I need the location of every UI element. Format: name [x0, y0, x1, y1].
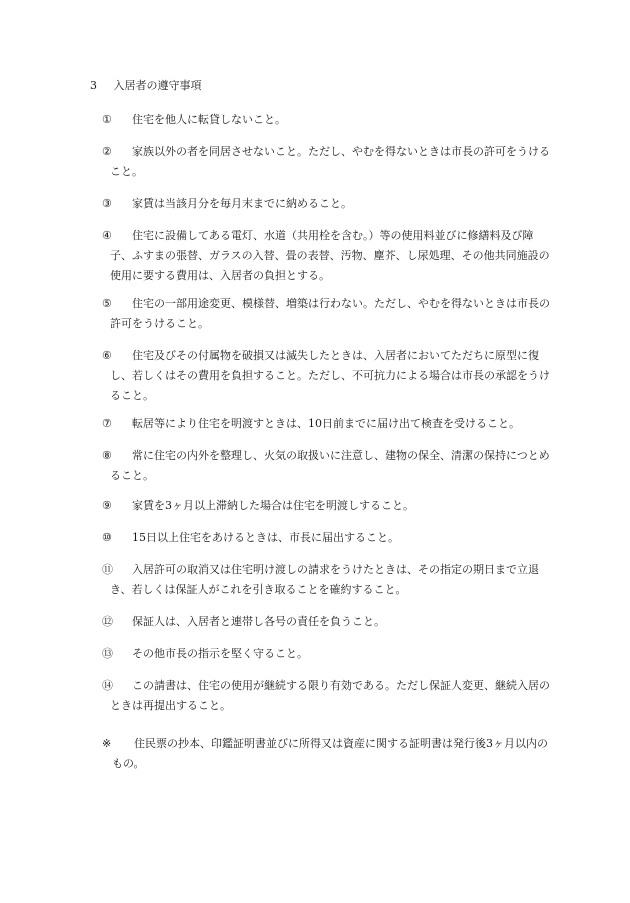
- rule-marker: ⑦: [102, 417, 112, 430]
- rule-item-11: [102, 560, 554, 600]
- rule-text: 常に住宅の内外を整理し、火気の取扱いに注意し、建物の保全、清潔の保持につとめること。: [110, 449, 550, 482]
- rule-item-9: [102, 496, 554, 516]
- section-title: 入居者の遵守事項: [113, 79, 202, 92]
- rule-marker: ⑥: [102, 349, 112, 362]
- section-heading: [90, 78, 202, 94]
- rule-text: 保証人は、入居者と連帯し各号の責任を負うこと。: [132, 615, 385, 628]
- rule-item-12: [102, 612, 554, 632]
- rule-text: 家賃を3ヶ月以上滞納した場合は住宅を明渡しすること。: [132, 499, 414, 512]
- rule-marker: ⑬: [102, 647, 113, 660]
- rule-marker: ⑫: [102, 615, 113, 628]
- rule-item-10: [102, 528, 554, 548]
- rule-text: 転居等により住宅を明渡すときは、10日前までに届け出て検査を受けること。: [132, 417, 520, 430]
- rule-marker: ⑩: [102, 531, 112, 544]
- rule-marker: ③: [102, 197, 112, 210]
- note-item: [102, 734, 554, 774]
- rule-marker: ⑤: [102, 297, 112, 310]
- rule-marker: ⑪: [102, 563, 113, 576]
- rule-item-8: [102, 446, 554, 486]
- rule-marker: ⑧: [102, 449, 112, 462]
- rule-item-6: [102, 346, 554, 406]
- rule-item-4: [102, 226, 554, 286]
- rule-text: その他市長の指示を堅く守ること。: [132, 647, 308, 660]
- rule-item-14: [102, 676, 554, 716]
- rule-text: 家族以外の者を同居させないこと。ただし、やむを得ないときは市長の許可をうけること。: [110, 145, 550, 178]
- rule-text: 住宅に設備してある電灯、水道（共用栓を含む。）等の使用料並びに修繕料及び障子、ふすまの張替、ガラスの入替、畳の表替、汚物、塵芥、し尿処理、その他共同施設の使用に要する費用は、入居者の負担とする。: [110, 229, 550, 282]
- rule-text: 住宅を他人に転貸しないこと。: [132, 113, 286, 126]
- note-text: 住民票の抄本、印鑑証明書並びに所得又は資産に関する証明書は発行後3ヶ月以内のもの。: [112, 737, 548, 770]
- rule-item-5: [102, 294, 554, 334]
- rule-text: 15日以上住宅をあけるときは、市長に届出すること。: [132, 531, 399, 544]
- rule-marker: ⑭: [102, 679, 113, 692]
- note-marker: ※: [102, 737, 112, 750]
- rule-marker: ②: [102, 145, 112, 158]
- rule-item-2: [102, 142, 554, 182]
- rule-item-3: [102, 194, 554, 214]
- rule-text: 家賃は当該月分を毎月末までに納めること。: [132, 197, 352, 210]
- rule-item-13: [102, 644, 554, 664]
- rule-marker: ④: [102, 229, 112, 242]
- rule-marker: ①: [102, 113, 112, 126]
- rule-item-1: [102, 110, 554, 130]
- rule-text: 住宅及びその付属物を破損又は滅失したときは、入居者においてただちに原型に復し、若しくはその費用を負担すること。ただし、不可抗力による場合は市長の承認をうけること。: [110, 349, 550, 402]
- rule-item-7: [102, 414, 554, 434]
- section-number: 3: [90, 79, 97, 92]
- rule-marker: ⑨: [102, 499, 112, 512]
- rule-text: 住宅の一部用途変更、模様替、増築は行わない。ただし、やむを得ないときは市長の許可をうけること。: [110, 297, 550, 330]
- rule-text: 入居許可の取消又は住宅明け渡しの請求をうけたときは、その指定の期日まで立退き、若しくは保証人がこれを引き取ることを確約すること。: [110, 563, 539, 596]
- rule-text: この請書は、住宅の使用が継続する限り有効である。ただし保証人変更、継続入居のときは再提出すること。: [110, 679, 550, 712]
